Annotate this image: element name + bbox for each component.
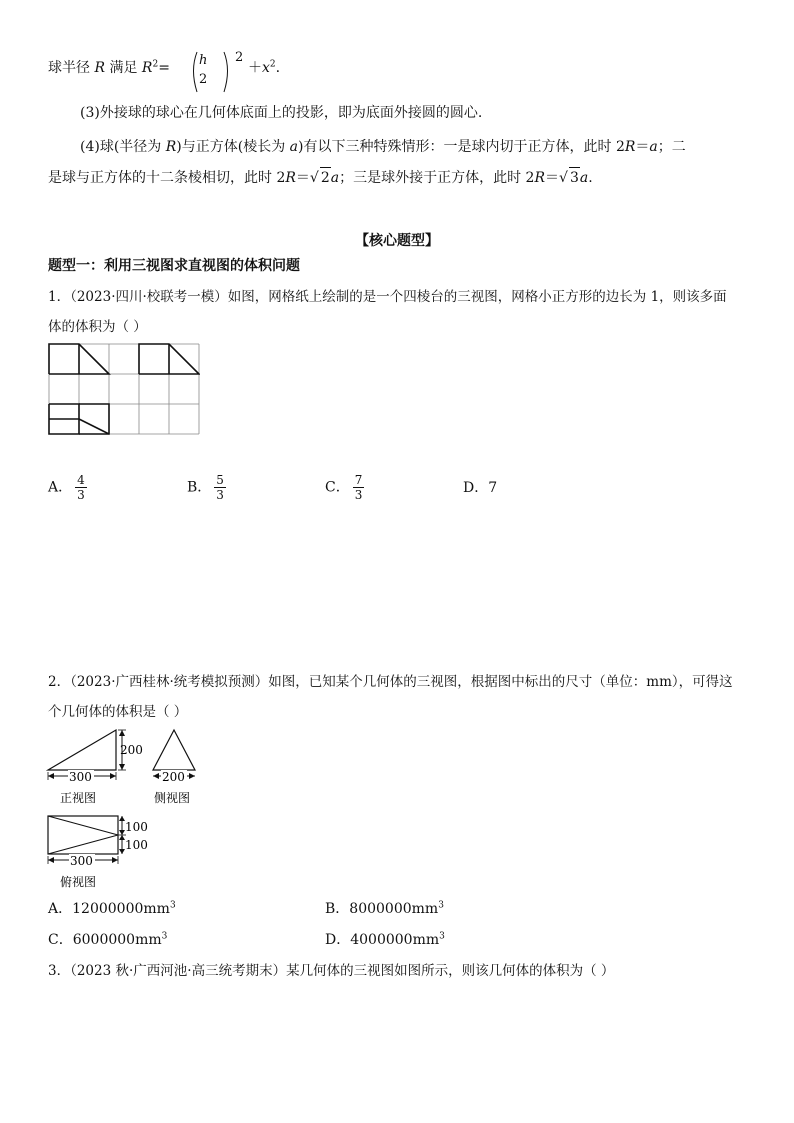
top-view-right xyxy=(79,404,109,434)
top-width-label: 300 xyxy=(70,854,93,868)
front-width-label: 300 xyxy=(69,770,92,784)
left-paren xyxy=(194,52,198,92)
q1-option-c[interactable]: C． $\frac{7}{3}$ xyxy=(325,473,363,502)
q2-top-view xyxy=(46,814,152,896)
q1-three-view-grid xyxy=(48,343,200,435)
power-two: 2 xyxy=(235,50,244,65)
front-height-label: 200 xyxy=(120,743,143,757)
formula-line: 球半径 R 满足 $R^2=$ xyxy=(48,59,170,76)
q2-option-d[interactable]: D．$4000000mm^3$ xyxy=(325,931,445,948)
q1-option-a[interactable]: A． $\frac{4}{3}$ xyxy=(48,473,85,502)
top-dim-2-label: 100 xyxy=(125,838,148,852)
q3-line1: 3．（2023 秋·广西河池·高三统考期末）某几何体的三视图如图所示，则该几何体的体积为（ ） xyxy=(48,963,615,979)
frac-den-2: 2 xyxy=(199,72,208,87)
point-3: (3)外接球的球心在几何体底面上的投影，即为底面外接圆的圆心. xyxy=(80,105,483,121)
point-4-line1: (4)球(半径为 R)与正方体(棱长为 a)有以下三种特殊情形：一是球内切于正方体，此时 2R＝a；二 xyxy=(80,139,686,155)
point-4-line2: 是球与正方体的十二条棱相切，此时 2R＝√ 2a；三是球外接于正方体，此时 2R＝√ 3a. xyxy=(48,167,593,188)
q2-line1: 2．（2023·广西桂林·统考模拟预测）如图，已知某个几何体的三视图，根据图中标出的尺寸（单位：mm），可得这 xyxy=(48,674,733,690)
q2-option-b[interactable]: B．$8000000mm^3$ xyxy=(325,900,444,917)
top-rect xyxy=(48,816,118,854)
q2-front-view xyxy=(46,728,152,810)
side-caption: 侧视图 xyxy=(154,791,191,805)
section-title: 【核心题型】 xyxy=(355,233,439,249)
top-dim-1-label: 100 xyxy=(125,820,148,834)
paren-svg xyxy=(188,50,236,94)
q2-line2: 个几何体的体积是（ ） xyxy=(48,704,188,720)
side-width-label: 200 xyxy=(162,770,185,784)
view-outlines xyxy=(49,344,199,434)
front-triangle xyxy=(48,730,116,770)
fraction-h-over-2 xyxy=(188,50,236,94)
sqrt-2: 2 xyxy=(320,167,331,188)
q2-option-a[interactable]: A．$12000000mm^3$ xyxy=(48,900,176,917)
side-triangle xyxy=(153,730,195,770)
q2-option-c[interactable]: C．$6000000mm^3$ xyxy=(48,931,168,948)
q2-side-view xyxy=(149,728,209,810)
sqrt-3: 3 xyxy=(569,167,580,188)
grid-lines xyxy=(49,344,199,434)
top-caption: 俯视图 xyxy=(60,875,97,889)
frac-num-h: h xyxy=(199,53,208,68)
q1-option-d[interactable]: D．7 xyxy=(463,480,498,496)
front-caption: 正视图 xyxy=(60,791,97,805)
type-1-title: 题型一：利用三视图求直视图的体积问题 xyxy=(48,258,300,274)
right-paren xyxy=(224,52,228,92)
q1-line2: 体的体积为（ ） xyxy=(48,319,147,335)
formula-tail: $+x^2$. xyxy=(248,59,281,76)
q1-option-b[interactable]: B． $\frac{5}{3}$ xyxy=(187,473,224,502)
q1-line1: 1．（2023·四川·校联考一模）如图，网格纸上绘制的是一个四棱台的三视图，网格小正方形的边长为 1，则该多面 xyxy=(48,289,727,305)
